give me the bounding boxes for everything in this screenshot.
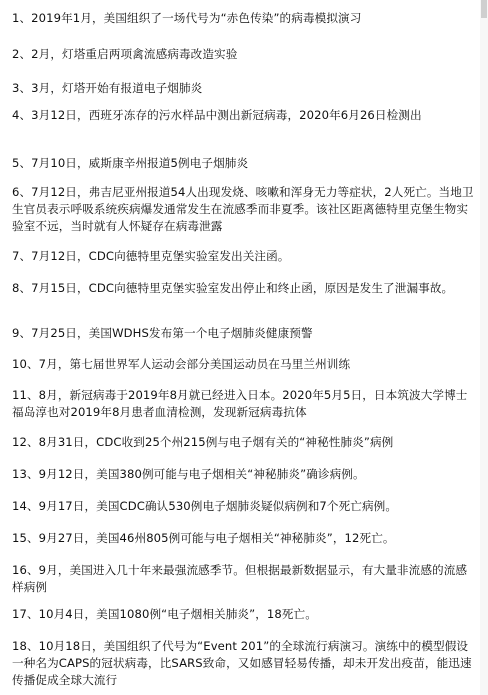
list-item: 11、8月，新冠病毒于2019年8月就已经进入日本。2020年5月5日，日本筑波大学博士福岛淳也对2019年8月患者血清检测，发现新冠病毒抗体 xyxy=(12,388,468,419)
list-item: 3、3月，灯塔开始有报道电子烟肺炎 xyxy=(12,81,203,95)
list-item: 17、10月4日，美国1080例“电子烟相关肺炎”，18死亡。 xyxy=(12,607,317,621)
list-item: 7、7月12日，CDC向德特里克堡实验室发出关注函。 xyxy=(12,249,290,263)
list-item: 5、7月10日，威斯康辛州报道5例电子烟肺炎 xyxy=(12,156,249,170)
list-item: 8、7月15日，CDC向德特里克堡实验室发出停止和终止函，原因是发生了泄漏事故。 xyxy=(12,281,454,295)
list-item: 16、9月，美国进入几十年来最强流感季节。但根据最新数据显示，有大量非流感的流感样病例 xyxy=(12,563,468,594)
scrollbar-thumb[interactable] xyxy=(481,0,487,18)
list-item: 9、7月25日，美国WDHS发布第一个电子烟肺炎健康预警 xyxy=(12,326,313,340)
list-item: 6、7月12日，弗吉尼亚州报道54人出现发烧、咳嗽和浑身无力等症状，2人死亡。当地卫生官员表示呼吸系统疾病爆发通常发生在流感季而非夏季。该社区距离德特里克堡生物实验室不远，当时就有人怀疑存在病毒泄露 xyxy=(12,185,474,233)
list-item: 18、10月18日，美国组织了代号为“Event 201”的全球流行病演习。演练中的模型假设一种名为CAPS的冠状病毒，比SARS致命，又如感冒轻易传播，却未开发出疫苗，能迅速传播促成全球大流行 xyxy=(12,639,472,687)
list-item: 1、2019年1月，美国组织了一场代号为“赤色传染”的病毒模拟演习 xyxy=(12,11,362,25)
list-item: 10、7月，第七届世界军人运动会部分美国运动员在马里兰州训练 xyxy=(12,357,351,371)
list-item: 15、9月27日，美国46州805例可能与电子烟相关“神秘肺炎”，12死亡。 xyxy=(12,531,395,545)
scrollbar[interactable] xyxy=(480,0,488,695)
list-item: 12、8月31日，CDC收到25个州215例与电子烟有关的“神秘性肺炎”病例 xyxy=(12,435,394,449)
list-item: 4、3月12日，西班牙冻存的污水样品中测出新冠病毒，2020年6月26日检测出 xyxy=(12,108,422,122)
list-item: 13、9月12日，美国380例可能与电子烟相关“神秘肺炎”确诊病例。 xyxy=(12,467,365,481)
list-item: 14、9月17日，美国CDC确认530例电子烟肺炎疑似病例和7个死亡病例。 xyxy=(12,499,398,513)
list-item: 2、2月，灯塔重启两项禽流感病毒改造实验 xyxy=(12,47,238,61)
